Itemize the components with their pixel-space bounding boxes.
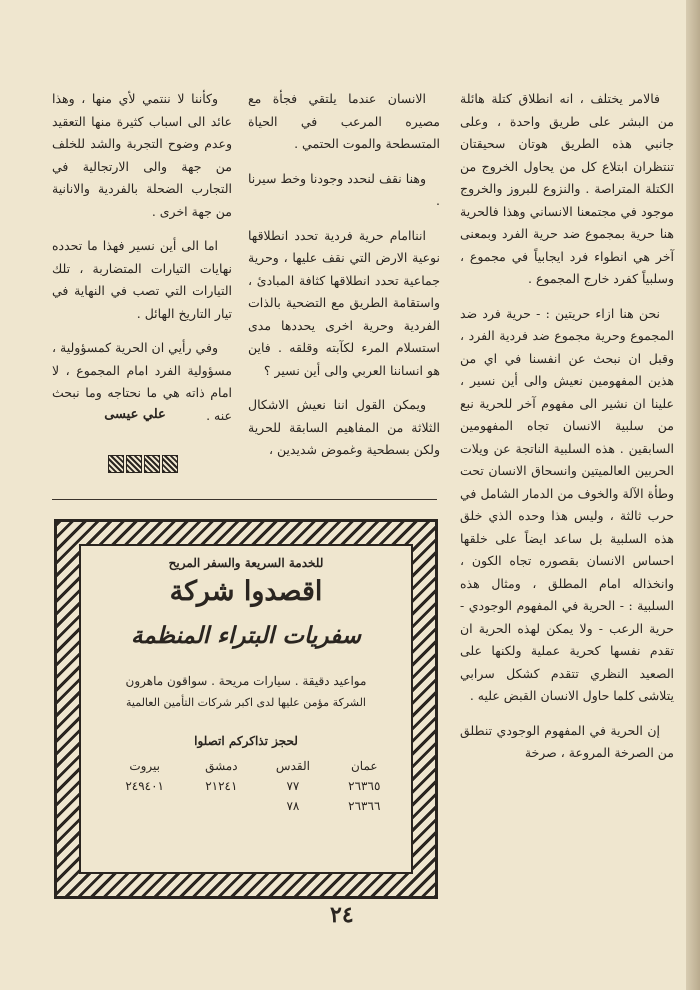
table-row [103, 756, 399, 776]
table-row [103, 796, 399, 816]
section-divider [52, 499, 437, 500]
ad-insurance: الشركة مؤمن عليها لدى اكبر شركات التأمين العالمية [126, 696, 366, 709]
decorative-ornament [108, 455, 178, 473]
city-header: بيروت [129, 759, 160, 773]
page-edge [686, 0, 700, 990]
paragraph: اما الى أين نسير فهذا ما تحدده نهايات التيارات المتضاربة ، تلك التيارات التي تصب في النهاية في تيار التاريخ الهائل . [52, 238, 232, 321]
phone-number [103, 796, 186, 816]
phone-number: ٧٨ [286, 799, 300, 813]
ad-company-name: سفريات البتراء المنظمة [131, 622, 361, 649]
author-signature: علي عيسى [104, 407, 166, 422]
ad-features: مواعيد دقيقة . سيارات مريحة . سواقون ماهرون [125, 674, 367, 688]
advertisement-content [79, 544, 413, 874]
paragraph: وكأننا لا ننتمي لأي منها ، وهذا عائد الى اسباب كثيرة منها التعقيد وعدم وضوح التجربة والشد للخلف من جهة والى الارتجالية في التجارب الضحلة بالفردية والانانية من جهة اخرى . [52, 91, 232, 219]
article-column-right [460, 88, 674, 777]
phone-number: ٢٦٣٦٦ [348, 799, 381, 813]
paragraph: ويمكن القول اننا نعيش الاشكال الثلاثة من المفاهيم السابقة للحرية ولكن بسطحية وغموض شديدين ، [248, 397, 440, 457]
phone-number: ٢٦٣٦٥ [348, 779, 381, 793]
paragraph: الانسان عندما يلتقي فجأة مع مصيره المرعب في الحياة المتسطحة والموت الحتمي . [248, 91, 440, 151]
paragraph: وفي رأيي ان الحرية كمسؤولية ، مسؤولية الفرد امام المجموع ، لا امام ذاته هي ما نحتاجه وما نبحث عنه . [52, 340, 232, 423]
paragraph: فالامر يختلف ، انه انطلاق كتلة هائلة من البشر على طريق واحدة ، وعلى جانبي هذه الطريق هوتان سحيقتان تنتظران ابتلاع كل من يحاول الخروج من الكتلة المتراصة . والنزوع للبروز والخروج موجود في مجتمعنا الانساني وهذا فالحرية هنا حرية بمجموع ضد حرية الفرد وبمعنى آخر هي انطواء فرد ايجابياً في مجموع ، وسلبياً كفرد خارج المجموع . [460, 91, 674, 286]
city-header: عمان [350, 759, 378, 773]
table-row [103, 776, 399, 796]
city-header: القدس [275, 759, 310, 773]
phone-table [103, 756, 399, 816]
phone-number: ٢٤٩٤٠١ [125, 779, 164, 793]
phone-number [186, 796, 256, 816]
ad-headline: اقصدوا شركة [169, 576, 323, 607]
paragraph: نحن هنا ازاء حريتين : - حرية فرد ضد المجموع وحرية مجموع ضد فردية الفرد ، وقبل ان نبحث عن انفسنا في اي من هذين المفهومين نعيش والى أين نسير ، علينا ان نشير الى مفهوم آخر للحرية نبع من سلبية الانسان تجاه المفهومين السابقين . هذه السلبية الناتجة عن ويلات الحربين العالميتين وانسحاق الانسان تحت وطأة الآلة والخوف من الدمار الشامل في حرب ثالثة ، وليس هذا وحده الذي خلق هذه السلبية بل ساعد ايضاً على خلقها احساس الانسان بقصوره تجاه الكون ، وانخذاله امام المطلق ، ومثال هذه السلبية : - الحرية في المفهوم الوجودي - حرية الرعب - ولا يمكن لهذه الحرية ان تقدم نفسها كحرية عملية ولكنها على الصعيد النظري تتقدم كشكل سرابي يتلاشى كلما حاول الانسان القبض عليه . [460, 305, 674, 703]
paragraph: إن الحرية في المفهوم الوجودي تنطلق من الصرخة المروعة ، صرخة [460, 722, 674, 760]
article-column-middle [248, 88, 440, 474]
city-header: دمشق [205, 759, 238, 773]
page-number: ٢٤ [330, 902, 354, 928]
ad-booking-label: لحجز تذاكركم اتصلوا [194, 734, 298, 748]
ad-subtitle: للخدمة السريعة والسفر المريح [168, 556, 324, 570]
paragraph: انناامام حرية فردية تحدد انطلاقها نوعية الارض التي نقف عليها ، وحرية جماعية تحدد انطلاقها كثافة المبادئ ، واستقامة الطريق مع التضحية بالذات الفردية وحرية اخرى يحددها مدى استسلام المرء لكآبته وقلقه . فاين هو انساننا العربي والى أين نسير ؟ [248, 227, 440, 378]
phone-number: ٧٧ [286, 779, 300, 793]
phone-number: ٢١٢٤١ [205, 779, 238, 793]
paragraph: وهنا نقف لنحدد وجودنا وخط سيرنا . [248, 170, 440, 208]
article-column-left [52, 88, 232, 439]
advertisement-box [54, 519, 438, 899]
